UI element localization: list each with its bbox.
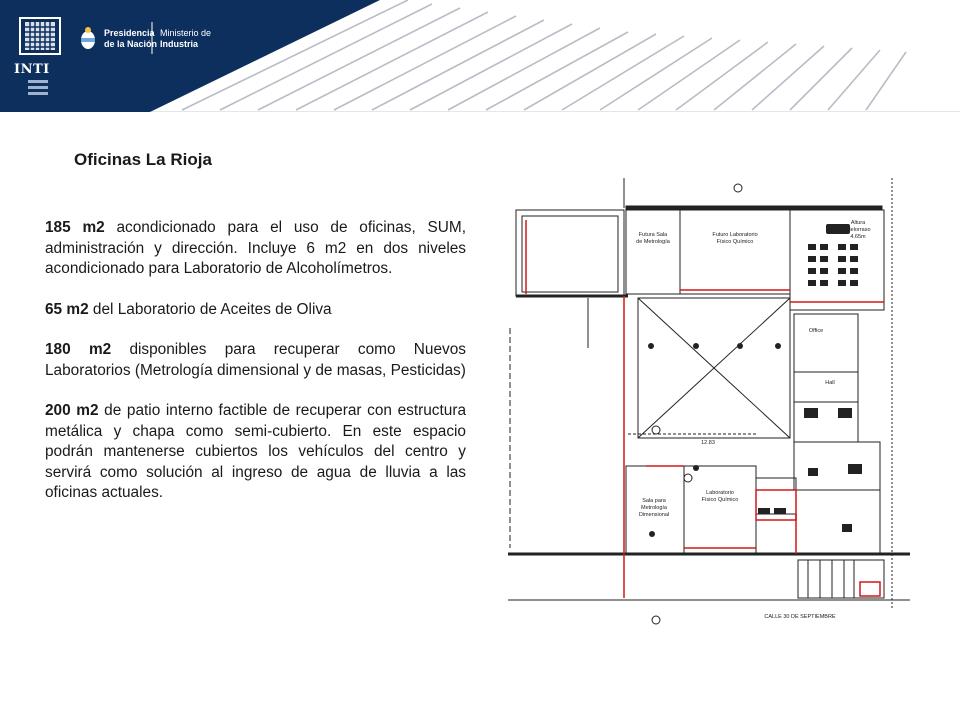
paragraph-patio: [45, 401, 466, 504]
description-block: [45, 218, 466, 524]
navy-panel: [0, 0, 380, 112]
label-office: Office: [808, 328, 824, 334]
floor-plan: [508, 178, 910, 630]
ministerio-line-1: Ministerio de: [160, 28, 212, 38]
label-futura-sala: Futura Sala: [638, 232, 668, 238]
label-sala: Dimensional: [638, 512, 670, 518]
paragraph-laboratorios: [45, 340, 466, 381]
label-futuro-lab: Futuro Laboratorio: [712, 232, 758, 238]
presidencia-line-1: Presidencia: [104, 28, 155, 38]
label-altura: Cielorraso: [845, 227, 871, 233]
label-futura-sala: de Metrología: [636, 239, 670, 245]
label-altura: 4.65m: [850, 234, 866, 240]
label-hall: Hall: [825, 380, 835, 386]
label-dimension: 12.83: [701, 440, 715, 446]
presidencia-line-2: de la Nación: [104, 39, 158, 49]
inti-logo-text: INTI: [14, 62, 50, 77]
label-sala: Sala para: [642, 498, 666, 504]
paragraph-text: del Laboratorio de Aceites de Oliva: [88, 300, 332, 318]
banner-graphic: [0, 0, 960, 112]
paragraph-lead: 185 m2: [45, 219, 105, 236]
paragraph-text: de patio interno factible de recuperar con estructura metálica y chapa como semi-cubierto. En este espacio podrán mantenerse cubiertos los vehículos del centro y servirá como solución al ingreso de agua de lluvia a las oficinas actuales.: [45, 402, 466, 501]
label-lab: Laboratorio: [706, 490, 734, 496]
paragraph-text: acondicionado para el uso de oficinas, SUM, administración y dirección. Incluye 6 m2 en dos niveles acondicionado para Laboratorio de Alcoholímetros.: [45, 219, 466, 277]
ministerio-line-2: Industria: [160, 39, 199, 49]
paragraph-aceites: [45, 300, 466, 321]
page-title: Oficinas La Rioja: [74, 150, 212, 169]
paragraph-lead: 200 m2: [45, 402, 99, 419]
header-banner: [0, 0, 960, 112]
paragraph-lead: 65 m2: [45, 300, 89, 318]
label-altura: Altura: [850, 220, 866, 226]
paragraph-lead: 180 m2: [45, 341, 112, 358]
label-sala: Metrología: [641, 505, 667, 511]
paragraph-oficinas: [45, 218, 466, 280]
paragraph-text: disponibles para recuperar como Nuevos Laboratorios (Metrología dimensional y de masas, Pesticidas): [45, 341, 466, 379]
label-lab: Físico Químico: [701, 497, 739, 503]
label-futuro-lab: Físico Químico: [716, 239, 754, 245]
label-street: CALLE 30 DE SEPTIEMBRE: [764, 614, 836, 620]
